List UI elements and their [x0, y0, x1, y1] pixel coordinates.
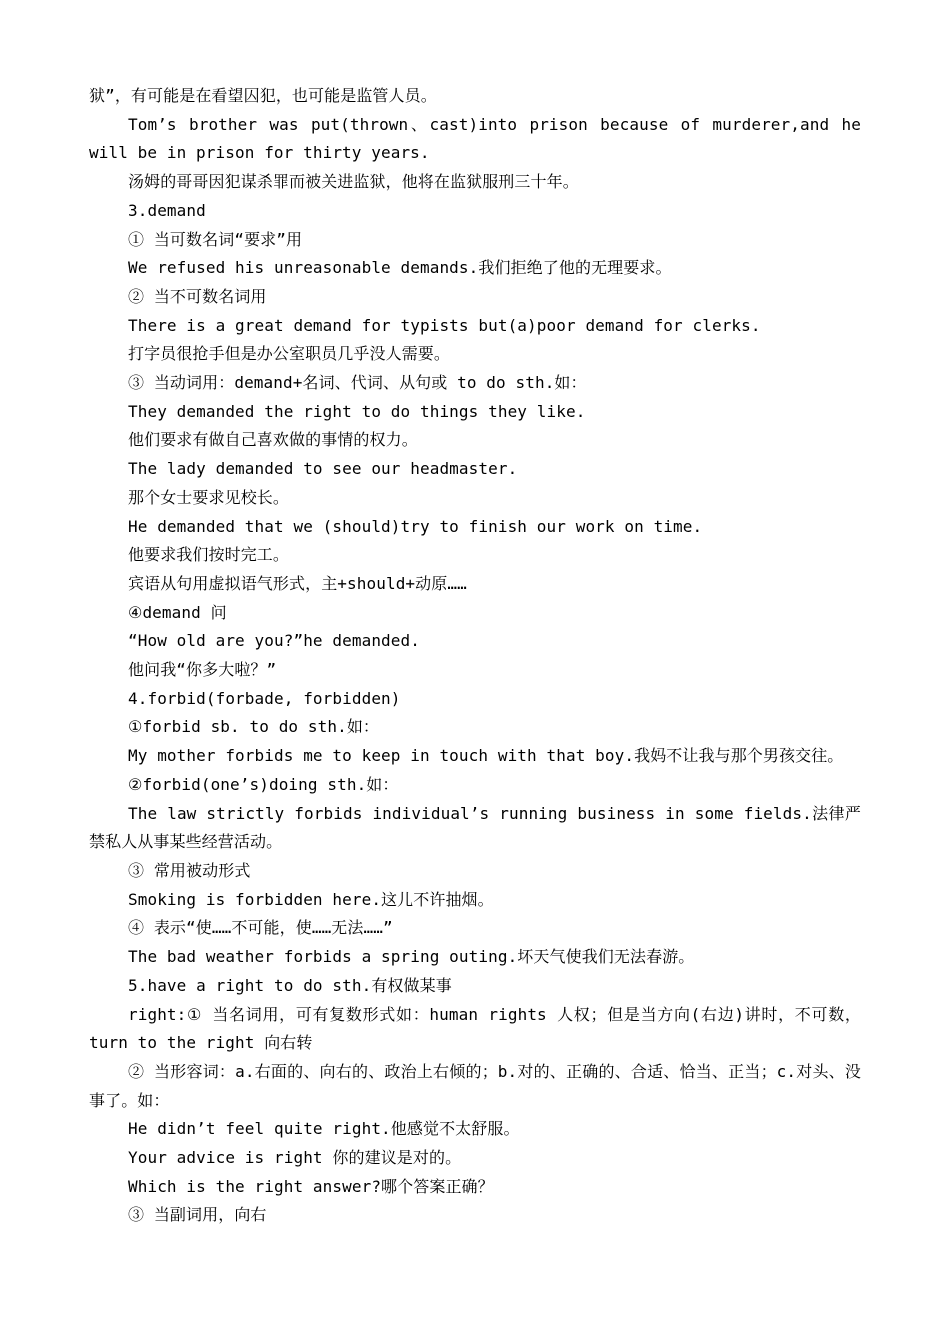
paragraph-18: ④demand 问	[128, 602, 227, 622]
paragraph-35: Which is the right answer?哪个答案正确？	[128, 1176, 494, 1196]
paragraph-6: We refused his unreasonable demands.我们拒绝了他的无理要求。	[128, 258, 672, 278]
paragraph-12: 他们要求有做自己喜欢做的事情的权力。	[128, 430, 418, 450]
paragraph-14: 那个女士要求见校长。	[128, 487, 290, 507]
paragraph-7: ② 当不可数名词用	[128, 286, 267, 306]
paragraph-28: ④ 表示“使……不可能，使……无法……”	[128, 918, 393, 938]
paragraph-22: ①forbid sb. to do sth.如：	[128, 717, 380, 737]
paragraph-15: He demanded that we (should)try to finish our work on time.	[128, 516, 703, 536]
paragraph-2: Tom’s brother was put(thrown、cast)into prison because of murderer,and he will be in prison for thirty years.	[89, 114, 861, 163]
paragraph-32: ② 当形容词：a.右面的、向右的、政治上右倾的；b.对的、正确的、合适、恰当、正当；c.对头、没事了。如：	[89, 1061, 861, 1110]
section-heading-have-a-right: 5.have a right to do sth.有权做某事	[128, 975, 452, 995]
paragraph-26: ③ 常用被动形式	[128, 860, 251, 880]
section-heading-demand: 3.demand	[128, 200, 206, 220]
section-heading-forbid: 4.forbid(forbade, forbidden)	[128, 688, 401, 708]
paragraph-10: ③ 当动词用：demand+名词、代词、从句或 to do sth.如：	[128, 373, 587, 393]
paragraph-16: 他要求我们按时完工。	[128, 545, 290, 565]
paragraph-8: There is a great demand for typists but(a)poor demand for clerks.	[128, 315, 761, 335]
paragraph-11: They demanded the right to do things they like.	[128, 401, 586, 421]
paragraph-34: Your advice is right 你的建议是对的。	[128, 1148, 462, 1168]
paragraph-25: The law strictly forbids individual’s running business in some fields.法律严禁私人从事某些经营活动。	[89, 803, 861, 852]
paragraph-23: My mother forbids me to keep in touch with that boy.我妈不让我与那个男孩交往。	[128, 746, 844, 766]
paragraph-1: 狱”，有可能是在看望囚犯，也可能是监管人员。	[89, 86, 437, 105]
paragraph-36: ③ 当副词用，向右	[128, 1205, 267, 1225]
paragraph-24: ②forbid(one’s)doing sth.如：	[128, 774, 399, 794]
paragraph-29: The bad weather forbids a spring outing.坏天气使我们无法春游。	[128, 947, 695, 967]
paragraph-33: He didn’t feel quite right.他感觉不太舒服。	[128, 1119, 520, 1139]
paragraph-9: 打字员很抢手但是办公室职员几乎没人需要。	[128, 344, 451, 364]
paragraph-27: Smoking is forbidden here.这儿不许抽烟。	[128, 889, 494, 909]
paragraph-3: 汤姆的哥哥因犯谋杀罪而被关进监狱，他将在监狱服刑三十年。	[128, 172, 579, 192]
paragraph-31: right:① 当名词用，可有复数形式如：human rights 人权；但是当方向(右边)讲时，不可数，turn to the right 向右转	[89, 1004, 861, 1053]
paragraph-17: 宾语从句用虚拟语气形式，主+should+动原……	[128, 573, 467, 593]
paragraph-19: “How old are you?”he demanded.	[128, 631, 420, 651]
paragraph-20: 他问我“你多大啦？”	[128, 660, 277, 680]
document-page	[89, 82, 861, 1230]
paragraph-13: The lady demanded to see our headmaster.	[128, 459, 518, 479]
paragraph-5: ① 当可数名词“要求”用	[128, 229, 303, 249]
